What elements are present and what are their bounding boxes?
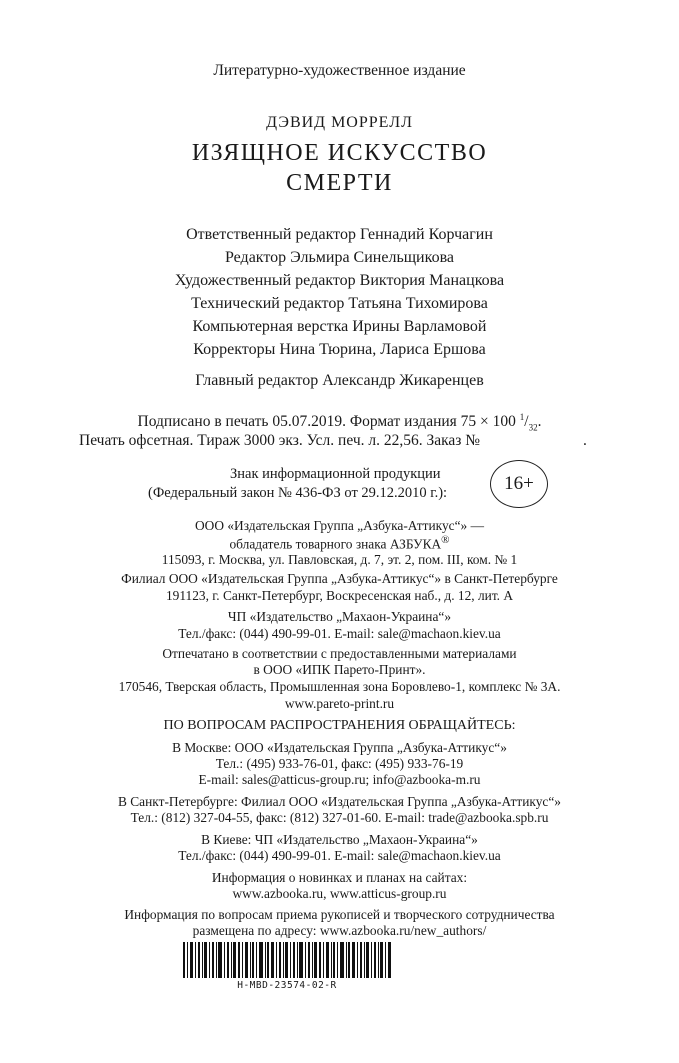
credit-layout: Компьютерная верстка Ирины Варламовой <box>192 318 487 335</box>
book-title-line2: СМЕРТИ <box>286 170 393 196</box>
author-name: ДЭВИД МОРРЕЛЛ <box>266 114 413 131</box>
credit-editor: Редактор Эльмира Синельщикова <box>224 249 455 266</box>
news-websites: www.azbooka.ru, www.atticus-group.ru <box>232 886 447 901</box>
age-rating-text: 16+ <box>504 473 534 494</box>
manuscripts-address: размещена по адресу: www.azbooka.ru/new_authors/ <box>192 923 487 938</box>
news-info: Информация о новинках и планах на сайтах: <box>211 870 468 885</box>
edition-type: Литературно-художественное издание <box>213 62 466 79</box>
credit-technical-editor: Технический редактор Татьяна Тихомирова <box>191 295 488 312</box>
distribution-kiev-contacts: Тел./факс: (044) 490-99-01. E-mail: sale@machaon.kiev.ua <box>178 848 501 863</box>
distribution-moscow-org: В Москве: ООО «Издательская Группа „Азбука-Аттикус“» <box>172 740 507 755</box>
chief-editor: Главный редактор Александр Жикаренцев <box>195 372 484 389</box>
branch-name: Филиал ООО «Издательская Группа „Азбука-Аттикус“» в Санкт-Петербурге <box>121 571 558 586</box>
distribution-moscow-phone: Тел.: (495) 933-76-01, факс: (495) 933-76-19 <box>215 756 464 771</box>
publisher-name: ООО «Издательская Группа „Азбука-Аттикус“» — <box>194 518 484 533</box>
ukraine-publisher: ЧП «Издательство „Махаон-Украина“» <box>227 609 452 624</box>
age-rating-badge <box>490 460 548 508</box>
distribution-spb-org: В Санкт-Петербурге: Филиал ООО «Издательская Группа „Азбука-Аттикус“» <box>117 794 562 809</box>
info-mark-label: Знак информационной продукции <box>230 466 441 482</box>
print-info-format: Подписано в печать 05.07.2019. Формат издания 75 × 100 <box>137 413 516 431</box>
credit-proofreaders: Корректоры Нина Тюрина, Лариса Ершова <box>193 341 486 358</box>
ukraine-contacts: Тел./факс: (044) 490-99-01. E-mail: sale@machaon.kiev.ua <box>178 626 501 641</box>
printer-note: Отпечатано в соответствии с предоставленными материалами <box>162 646 517 661</box>
publisher-address: 115093, г. Москва, ул. Павловская, д. 7, эт. 2, пом. III, ком. № 1 <box>161 552 518 567</box>
publisher-trademark-text: обладатель товарного знака АЗБУКА <box>229 536 442 552</box>
book-title-line1: ИЗЯЩНОЕ ИСКУССТВО <box>191 140 488 166</box>
branch-address: 191123, г. Санкт-Петербург, Воскресенская наб., д. 12, лит. А <box>165 588 514 603</box>
print-info-order: Печать офсетная. Тираж 3000 экз. Усл. печ. л. 22,56. Заказ № <box>79 432 481 449</box>
info-mark-law: (Федеральный закон № 436-ФЗ от 29.12.2010 г.): <box>148 485 448 501</box>
distribution-spb-contacts: Тел.: (812) 327-04-55, факс: (812) 327-01-60. E-mail: trade@azbooka.spb.ru <box>130 810 549 825</box>
publisher-trademark <box>0 534 679 552</box>
distribution-heading: ПО ВОПРОСАМ РАСПРОСТРАНЕНИЯ ОБРАЩАЙТЕСЬ: <box>163 718 516 733</box>
barcode-label: H-MBD-23574-02-R <box>237 980 337 991</box>
credit-art-editor: Художественный редактор Виктория Манацкова <box>174 272 505 289</box>
printer-name: в ООО «ИПК Парето-Принт». <box>253 662 426 677</box>
format-fraction-denominator: 32 <box>528 422 538 433</box>
printer-website: www.pareto-print.ru <box>284 696 395 711</box>
print-info-line1: Подписано в печать 05.07.2019. Формат издания 75 × 100 $^1/_{32}$. <box>137 412 542 433</box>
distribution-kiev-org: В Киеве: ЧП «Издательство „Махаон-Украина“» <box>201 832 478 847</box>
credit-responsible-editor: Ответственный редактор Геннадий Корчагин <box>186 226 493 243</box>
print-info-line2 <box>79 432 480 450</box>
manuscripts-info: Информация по вопросам приема рукописей и творческого сотрудничества <box>124 907 555 922</box>
registered-trademark-icon: ® <box>441 534 450 546</box>
distribution-moscow-email: E-mail: sales@atticus-group.ru; info@azbooka-m.ru <box>198 772 481 787</box>
printer-address: 170546, Тверская область, Промышленная зона Боровлево-1, комплекс № 3А. <box>118 679 561 694</box>
barcode-image <box>183 942 391 978</box>
format-fraction-numerator: 1 <box>519 412 525 422</box>
print-info-period: . <box>583 432 587 449</box>
